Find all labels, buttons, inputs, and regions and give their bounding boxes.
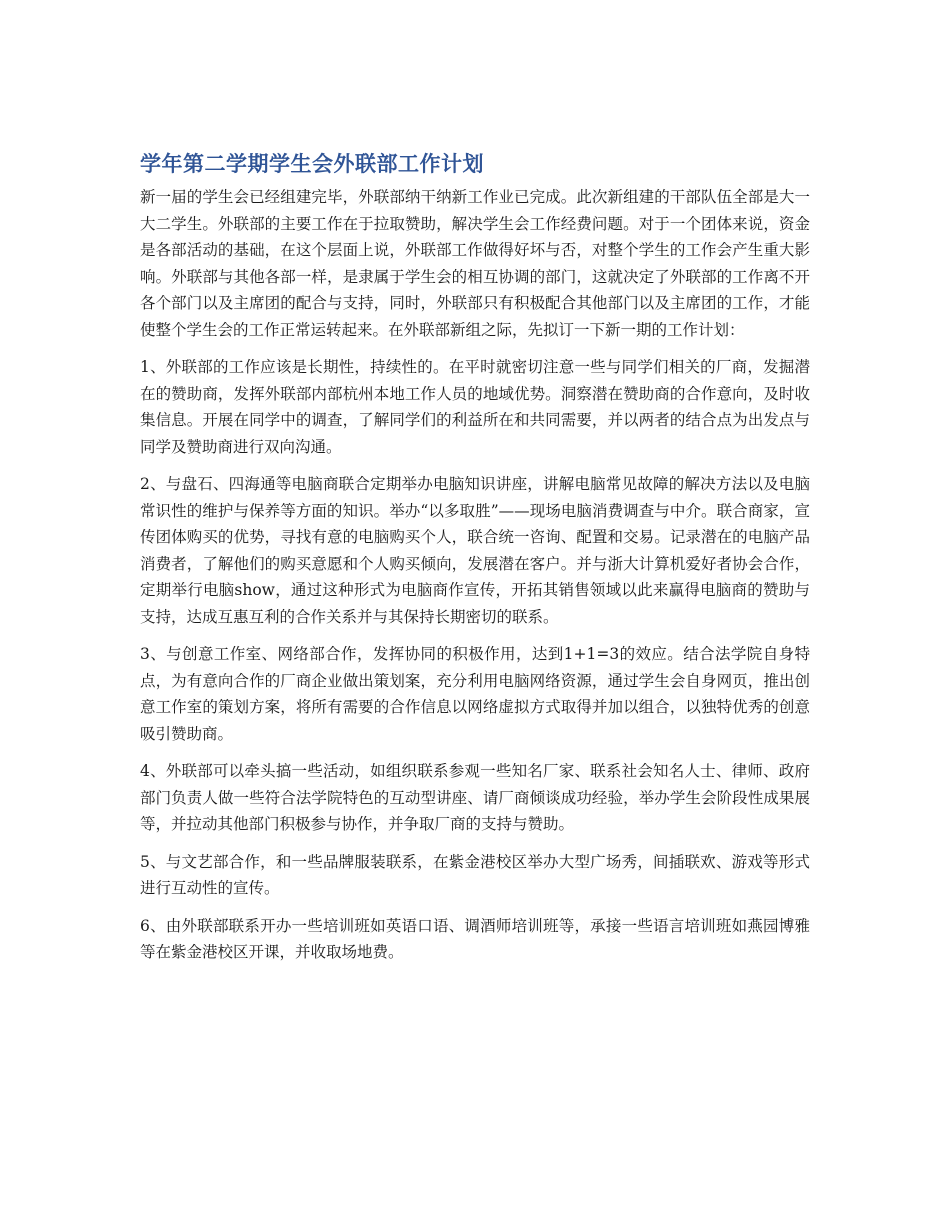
paragraph-item-3: 3、与创意工作室、网络部合作，发挥协同的积极作用，达到1+1=3的效应。结合法学院自身特点，为有意向合作的厂商企业做出策划案，充分利用电脑网络资源，通过学生会自身网页，推出创意工作室的策划方案，将所有需要的合作信息以网络虚拟方式取得并加以组合，以独特优秀的创意吸引赞助商。 [140,645,810,743]
paragraph-item-6: 6、由外联部联系开办一些培训班如英语口语、调酒师培训班等，承接一些语言培训班如燕园博雅等在紫金港校区开课，并收取场地费。 [140,916,810,961]
paragraph-item-2: 2、与盘石、四海通等电脑商联合定期举办电脑知识讲座，讲解电脑常见故障的解决方法以及电脑常识性的维护与保养等方面的知识。举办“以多取胜”——现场电脑消费调查与中介。联合商家，宣传团体购买的优势，寻找有意的电脑购买个人，联合统一咨询、配置和交易。记录潜在的电脑产品消费者，了解他们的购买意愿和个人购买倾向，发展潜在客户。并与浙大计算机爱好者协会合作，定期举行电脑show，通过这种形式为电脑商作宣传，开拓其销售领域以此来赢得电脑商的赞助与支持，达成互惠互利的合作关系并与其保持长期密切的联系。 [140,475,810,626]
paragraph-intro: 新一届的学生会已经组建完毕，外联部纳干纳新工作业已完成。此次新组建的干部队伍全部是大一大二学生。外联部的主要工作在于拉取赞助，解决学生会工作经费问题。对于一个团体来说，资金是各部活动的基础，在这个层面上说，外联部工作做得好坏与否，对整个学生的工作会产生重大影响。外联部与其他各部一样，是隶属于学生会的相互协调的部门，这就决定了外联部的工作离不开各个部门以及主席团的配合与支持，同时，外联部只有积极配合其他部门以及主席团的工作，才能使整个学生会的工作正常运转起来。在外联部新组之际，先拟订一下新一期的工作计划： [140,188,810,339]
paragraph-item-5: 5、与文艺部合作，和一些品牌服装联系，在紫金港校区举办大型广场秀，间插联欢、游戏等形式进行互动性的宣传。 [140,852,810,897]
document-title: 学年第二学期学生会外联部工作计划 [140,152,484,176]
paragraph-item-1: 1、外联部的工作应该是长期性，持续性的。在平时就密切注意一些与同学们相关的厂商，发掘潜在的赞助商，发挥外联部内部杭州本地工作人员的地域优势。洞察潜在赞助商的合作意向，及时收集信息。开展在同学中的调查，了解同学们的利益所在和共同需要，并以两者的结合点为出发点与同学及赞助商进行双向沟通。 [140,358,810,456]
paragraph-item-4: 4、外联部可以牵头搞一些活动，如组织联系参观一些知名厂家、联系社会知名人士、律师、政府部门负责人做一些符合法学院特色的互动型讲座、请厂商倾谈成功经验，举办学生会阶段性成果展等，并拉动其他部门积极参与协作，并争取厂商的支持与赞助。 [140,762,810,833]
document-page [140,148,810,977]
